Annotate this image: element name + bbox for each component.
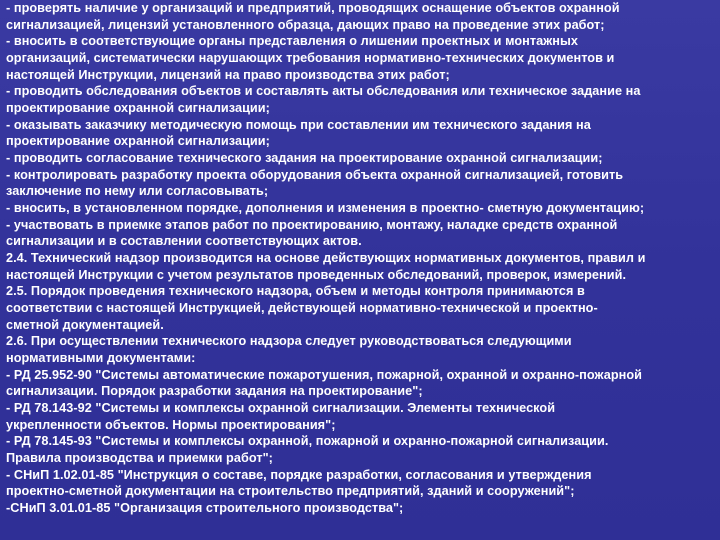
text-line: - оказывать заказчику методическую помощь при составлении им технического задания на	[6, 117, 591, 132]
text-line: - проводить обследования объектов и составлять акты обследования или техническое задание на	[6, 84, 641, 99]
document-text	[6, 0, 712, 517]
text-line: - проверять наличие у организаций и предприятий, проводящих оснащение объектов охранной	[6, 1, 620, 15]
text-line: сигнализации. Порядок разработки задания на проектирование";	[6, 384, 423, 399]
text-line: - контролировать разработку проекта оборудования объекта охранной сигнализацией, готовить	[6, 167, 624, 182]
text-line: сметной документацией.	[6, 317, 164, 332]
text-line: проектно-сметной документации на строительство предприятий, зданий и сооружений";	[6, 484, 575, 499]
text-line: заключение по нему или согласовывать;	[6, 184, 269, 199]
section-2-5-line: 2.5. Порядок проведения технического надзора, объем и методы контроля принимаются в	[6, 284, 585, 299]
text-line: - вносить в соответствующие органы представления о лишении проектных и монтажных	[6, 34, 578, 49]
text-line: проектирование охранной сигнализации;	[6, 101, 270, 116]
text-line: Правила производства и приемки работ";	[6, 451, 273, 466]
section-2-6-line: 2.6. При осуществлении технического надзора следует руководствоваться следующими	[6, 334, 572, 349]
text-line: проектирование охранной сигнализации;	[6, 134, 270, 149]
text-line: настоящей Инструкции с учетом результатов проведенных обследований, проверок, измерений.	[6, 267, 627, 282]
text-line: - участвовать в приемке этапов работ по проектированию, монтажу, наладке средств охранной	[6, 217, 618, 232]
text-line: укрепленности объектов. Нормы проектирования";	[6, 417, 336, 432]
document-ref-rd-78-145-93: - РД 78.145-93 "Системы и комплексы охранной, пожарной и охранно-пожарной сигнализации.	[6, 434, 609, 449]
text-line: сигнализацией, лицензий установленного образца, дающих право на проведение этих работ;	[6, 17, 605, 32]
text-line: нормативными документами:	[6, 351, 196, 366]
text-line: - проводить согласование технического задания на проектирование охранной сигнализации;	[6, 151, 603, 166]
document-ref-rd-25-952-90: - РД 25.952-90 "Системы автоматические пожаротушения, пожарной, охранной и охранно-пожарной	[6, 367, 642, 382]
document-ref-rd-78-143-92: - РД 78.143-92 "Системы и комплексы охранной сигнализации. Элементы технической	[6, 401, 556, 416]
document-ref-snip-1-02-01-85: - СНиП 1.02.01-85 "Инструкция о составе, порядке разработки, согласования и утверждения	[6, 467, 592, 482]
text-line: - вносить, в установленном порядке, дополнения и изменения в проектно- сметную документацию;	[6, 201, 645, 216]
text-line: организаций, систематически нарушающих требования нормативно-технических документов и	[6, 51, 615, 66]
text-line: соответствии с настоящей Инструкцией, действующей нормативно-технической и проектно-	[6, 301, 598, 316]
section-2-4-line: 2.4. Технический надзор производится на основе действующих нормативных документов, правил и	[6, 251, 646, 266]
document-ref-snip-3-01-01-85: -СНиП 3.01.01-85 "Организация строительного производства";	[6, 501, 404, 516]
text-line: сигнализации и в составлении соответствующих актов.	[6, 234, 362, 249]
text-line: настоящей Инструкции, лицензий на право производства этих работ;	[6, 67, 450, 82]
